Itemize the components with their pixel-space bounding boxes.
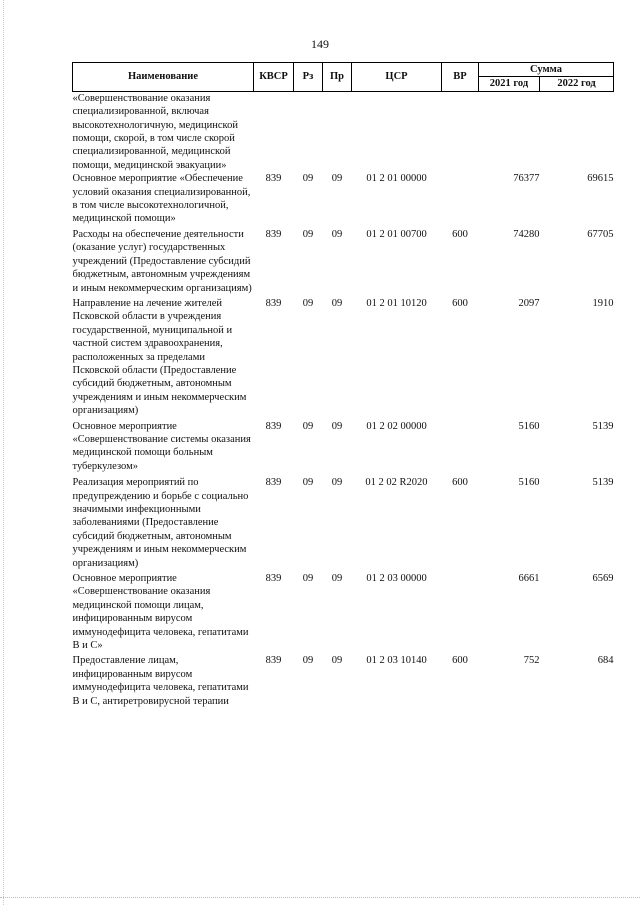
- row-vr: [442, 172, 479, 228]
- row-sum-2022: 5139: [592, 420, 614, 432]
- row-kvsr: 839: [265, 297, 282, 309]
- table-row: [73, 654, 614, 708]
- row-csr: [352, 91, 442, 172]
- row-sum-2022: 684: [597, 655, 614, 667]
- row-csr: 01 2 01 00000: [366, 173, 427, 185]
- row-sum-2021: 74280: [513, 228, 540, 240]
- row-name: Основное мероприятие «Совершенствование оказания медицинской помощи лицам, инфицированным вирусом иммунодефицита человека, гепатитами B и C»: [72, 573, 249, 652]
- row-vr: [442, 91, 479, 172]
- row-rz: 09: [302, 420, 314, 432]
- header-vr: ВР: [442, 63, 479, 92]
- row-sum-2021: 752: [523, 655, 540, 667]
- row-csr: 01 2 01 10120: [366, 297, 427, 309]
- budget-table: [72, 62, 614, 708]
- row-name: Основное мероприятие «Обеспечение условий оказания специализированной, в том числе высокотехнологичной, медицинской помощи»: [72, 173, 251, 225]
- table-row: [73, 476, 614, 572]
- row-kvsr: [254, 91, 294, 172]
- row-rz: 09: [302, 228, 314, 240]
- row-name: Реализация мероприятий по предупреждению и борьбе с социально значимыми инфекционными заболеваниями (Предоставление субсидий бюджетным, автономным учреждениям и иным некоммерческим организациям): [72, 477, 249, 569]
- page-number: 149: [311, 37, 329, 51]
- row-sum-2021: 2097: [518, 297, 540, 309]
- row-sum-2021: 5160: [518, 420, 540, 432]
- row-sum-2021: 6661: [518, 573, 540, 585]
- scan-edge-line: [3, 0, 4, 905]
- table-row: [73, 572, 614, 654]
- row-pr: 09: [331, 477, 343, 489]
- row-pr: 09: [331, 655, 343, 667]
- row-vr: 600: [452, 655, 468, 667]
- header-rz: Рз: [294, 63, 323, 92]
- table-row: [73, 297, 614, 420]
- row-sum-2021: [479, 91, 540, 172]
- row-kvsr: 839: [265, 173, 282, 185]
- row-sum-2022: 5139: [592, 477, 614, 489]
- row-sum-2022: 67705: [587, 228, 614, 240]
- table-body: [73, 91, 614, 708]
- row-rz: [294, 91, 323, 172]
- row-name: Расходы на обеспечение деятельности (оказание услуг) государственных учреждений (Предоставление субсидий бюджетным, автономным учреждениям и иным некоммерческим организациям): [72, 228, 252, 294]
- row-name: «Совершенствование оказания специализированной, включая высокотехнологичную, медицинской помощи, скорой, в том числе скорой специализированной, медицинской помощи, медицинской эвакуации»: [72, 92, 238, 171]
- row-rz: 09: [302, 297, 314, 309]
- row-pr: [323, 91, 352, 172]
- row-rz: 09: [302, 477, 314, 489]
- row-vr: 600: [452, 297, 468, 309]
- row-sum-2022: 69615: [587, 173, 614, 185]
- table-row: [73, 172, 614, 228]
- row-sum-2021: 5160: [518, 477, 540, 489]
- row-pr: 09: [331, 173, 343, 185]
- row-csr: 01 2 03 00000: [366, 573, 427, 585]
- row-sum-2022: [540, 91, 614, 172]
- row-csr: 01 2 03 10140: [366, 655, 427, 667]
- table-row: [73, 228, 614, 297]
- header-csr: ЦСР: [352, 63, 442, 92]
- row-rz: 09: [302, 173, 314, 185]
- row-kvsr: 839: [265, 655, 282, 667]
- table-row: [73, 91, 614, 172]
- row-pr: 09: [331, 573, 343, 585]
- header-sum: Сумма: [479, 63, 614, 77]
- row-csr: 01 2 01 00700: [366, 228, 427, 240]
- header-name: Наименование: [73, 63, 254, 92]
- row-kvsr: 839: [265, 573, 282, 585]
- row-vr: 600: [452, 477, 468, 489]
- table-header: [73, 63, 614, 92]
- row-pr: 09: [331, 228, 343, 240]
- row-name: Направление на лечение жителей Псковской области в учреждения государственной, муниципальной и частной систем здравоохранения, расположенных за пределами Псковской области (Предоставление субсидий бюджетным, автономным учреждениям и иным некоммерческим организациям): [72, 297, 247, 417]
- row-pr: 09: [331, 420, 343, 432]
- header-year-2021: 2021 год: [479, 77, 540, 91]
- row-vr: 600: [452, 228, 468, 240]
- row-vr: [442, 420, 479, 477]
- row-name: Основное мероприятие «Совершенствование системы оказания медицинской помощи больным туберкулезом»: [72, 420, 251, 472]
- row-name: Предоставление лицам, инфицированным вирусом иммунодефицита человека, гепатитами B и C, антиретровирусной терапии: [72, 655, 249, 707]
- row-pr: 09: [331, 297, 343, 309]
- row-kvsr: 839: [265, 420, 282, 432]
- table-row: [73, 420, 614, 477]
- row-csr: 01 2 02 R2020: [365, 477, 428, 489]
- header-pr: Пр: [323, 63, 352, 92]
- scan-bottom-line: [0, 897, 640, 898]
- row-kvsr: 839: [265, 228, 282, 240]
- row-sum-2021: 76377: [513, 173, 540, 185]
- row-sum-2022: 6569: [592, 573, 614, 585]
- row-rz: 09: [302, 655, 314, 667]
- header-year-2022: 2022 год: [540, 77, 614, 91]
- row-rz: 09: [302, 573, 314, 585]
- row-sum-2022: 1910: [592, 297, 614, 309]
- header-kvsr: КВСР: [254, 63, 294, 92]
- row-kvsr: 839: [265, 477, 282, 489]
- row-vr: [442, 572, 479, 654]
- row-csr: 01 2 02 00000: [366, 420, 427, 432]
